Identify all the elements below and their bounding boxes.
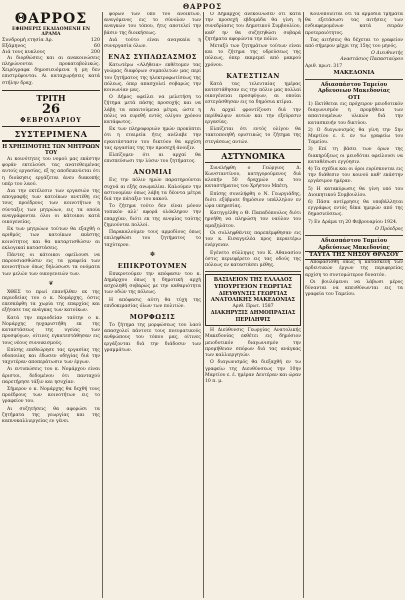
- masthead-notes: Αι διορθώσεις και αι ανακοινώσεις πληρώνονται προκαταβολικώς. Χειρόγραφα δημοσιευόμενα ή μη δεν επιστρέφονται. Αι καταχωρήσεις κατά στήλην δραχ.: [2, 55, 100, 86]
- notice-title: ΤΑΥΤΑ ΤΗΣ ΝΗΣΟΥ ΘΡΑΣΟΥ: [305, 251, 403, 260]
- divider: [305, 79, 403, 80]
- notice-item: 3) Επί τη βάσει των όρων της διακηρύξεως οι μειοδόται οφείλουσι να καταθέσωσι εγγύησιν.: [308, 147, 403, 165]
- article-headline: ΚΑΤΕΣΤΙΣΑΝ: [226, 71, 280, 80]
- notice-item: 1) Εκτίθεται εις πρόχειρον μειοδοτικόν διαγωνισμόν η προμήθεια των απαιτουμένων υλικών διά την κατασκευήν του δικτύου.: [308, 102, 403, 126]
- notice-subtitle: Αδιασπάστου Ταμείου Αρδεύσεως Μακεδονίας: [318, 238, 390, 251]
- article-paragraph: Ο Δήμος οφείλει να μελετήση το ζήτημα μετά πάσης προσοχής και να λάβη τα απαιτούμενα μέτρα, ώστε η πόλις να ευρεθή εντός ολίγου χρόνου κατάφωτος.: [104, 95, 201, 126]
- reference-number: Αριθ. πρωτ. 317: [305, 63, 343, 69]
- foreign-label: Διά τους κυκλους: [2, 49, 46, 55]
- article-paragraph: Εκ των πληροφοριών ημών προκύπτει ότι η εταιρεία ήτις ανέλαβε την εγκατάστασιν του δικτύου θα αρχίση τας εργασίας της την προσεχή άνοιξιν.: [104, 127, 201, 151]
- article-paragraph: Κατηγγέλθη ο Θ. Παπαδόπουλος διότι ηρνήθη να πληρώση τον ναύλον του αμαξηλάτου.: [205, 211, 301, 229]
- article-headline: Η ΧΡΗΣΙΜΟΤΗΣ ΤΩΝ ΜΗΤΡΩΩΝ ΤΟΥ: [2, 143, 100, 157]
- column-2: [104, 12, 201, 598]
- article-headline: ΑΝΟΜΙΑΙ: [133, 168, 172, 177]
- notice-heading: ΟΤΙ: [348, 95, 360, 102]
- issue-box: [2, 91, 100, 127]
- notice-item: 4) Τα σχέδια και οι όροι ευρίσκονται εις την διάθεσιν του κοινού καθ' εκάστην εργάσιμον ημέραν.: [308, 167, 403, 185]
- article-paragraph: Κατωτέρω «Αλήθεια» εκθέτομεν τας γνώμας διαφόρων συμπολιτών μας περί του ζητήματος της ηλεκτροφωτίσεως της πόλεως, όπερ απασχολεί σοβαρώς την κοινωνίαν μας.: [104, 63, 201, 94]
- column-1: [2, 12, 100, 598]
- column-rule: [203, 12, 204, 598]
- article-paragraph: Αποφασίσθη όπως η κατασκευή των αρδευτικών έργων της περιφερείας αρχίση το συντομώτερον δυνατόν.: [305, 260, 403, 278]
- article-paragraph: Επίσης συνελήφθη ο Ν. Γεωργιάδης, διότι εξύβρισε δημόσιον υπάλληλον εν ώρα υπηρεσίας.: [205, 191, 301, 210]
- article-paragraph: Αι αρχαί φροντίζουσι διά την περίθαλψιν αυτών και την εξεύρεσιν εργασίας.: [205, 107, 301, 126]
- article-headline: ΕΝΑΣ ΣΥΠΛΩΣΑΣΜΟΣ: [108, 53, 197, 62]
- article-paragraph: Πάντες οι κάτοικοι οφείλουσι να παρουσιασθώσιν εις τα γραφεία των κοινοτήτων όπως δηλώσωσι τα ονόματα των μελών των οικογενειών των.: [2, 253, 100, 277]
- issue-day: ΤΡΙΤΗ: [36, 92, 66, 103]
- column-rule: [303, 12, 304, 598]
- article-paragraph: Το ζήτημα τούτο δεν είναι μόνον τοπικόν αλλ' αφορά ολόκληρον την επαρχίαν, διότι εκ της ανομίας ταύτης ζημιούνται πολλοί.: [104, 204, 201, 228]
- article-headline: ΜΟΡΦΩΣΙΣ: [129, 312, 176, 321]
- article-paragraph: Σήμερον ο κ. Νομάρχης θα δεχθή τους προέδρους των κοινοτήτων εις το γραφείον του.: [2, 386, 100, 405]
- article-headline: ΕΠΙΚΡΟΤΟΥΜΕΝ: [117, 261, 188, 270]
- article-paragraph: Οι συλληφθέντες παρεπέμφθησαν εις τον κ. Εισαγγελέα προς περαιτέρω ενέργειαν.: [205, 230, 301, 249]
- issue-day-number: 26: [41, 101, 61, 117]
- article-paragraph: Μεταξύ των ζητημάτων τούτων είναι και το ζήτημα της υδρεύσεως της πόλεως, όπερ εκκρεμεί από μακρού χρόνου.: [205, 44, 301, 68]
- notice-title: ΔΙΑΚΗΡΥΞΙΣ ΔΗΜΟΠΡΑΣΙΑΣ ΠΕΡΙΛΗΨΙΣ: [210, 310, 296, 323]
- divider: [305, 235, 403, 236]
- notice-item: 6) Πάσα αντίρρησις θα υποβάλληται εγγράφως εντός δέκα ημερών από της δημοσιεύσεως.: [308, 200, 403, 218]
- notice-item: 7) Εν Δράμα τη 20 Φεβρουαρίου 1924.: [308, 219, 398, 225]
- signature-name: Αναστάσιος Παπασταύρου: [340, 57, 403, 63]
- article-paragraph: Το ζήτημα της μορφώσεως του λαού απασχολεί πάντοτε τους πνευματικούς ανθρώπους του τόπου μας, οίτινες εργάζονται διά την διάδοσιν των γραμμάτων.: [104, 322, 201, 353]
- signature-title: Ο Πρόεδρος: [375, 226, 403, 232]
- section-title: ΣΥΣΤΕΡΙΜΕΝΑ: [14, 128, 88, 139]
- article-paragraph: Ο διαγωνισμός θα διεξαχθή εν τω γραφείω της Διευθύνσεως την 10ην Μαρτίου ε. έ. ημέραν Δευτέραν και ώραν 10 π. μ.: [205, 360, 301, 384]
- article-paragraph: Διά τούτο είναι αναγκαία η συνεργασία όλων.: [104, 37, 201, 50]
- official-notice: [205, 274, 301, 326]
- notice-number: Αριθ. Πρωτ. 1587: [232, 303, 274, 309]
- notice-item: 5) Η κατακύρωσις θα γίνη υπό του Διοικητικού Συμβουλίου.: [308, 186, 403, 198]
- article-paragraph: Παρακαλούμεν τους αρμοδίους όπως επιληφθώσι του ζητήματος το ταχύτερον.: [104, 230, 201, 248]
- section-title: ΑΣΤΥΝΟΜΙΚΑ: [205, 149, 301, 163]
- article-paragraph: Αι συζητήσεις θα αφορώσι τα ζητήματα της γεωργίας και της καπνοκαλλιεργείας εν γένει.: [2, 406, 100, 424]
- notice-office: ΔΙΕΥΘΥΝΣΙΣ ΓΕΩΡΓΙΑΣ ΑΝΑΤΟΛΙΚΗΣ ΜΑΚΕΔΟΝΙΑΣ: [210, 290, 296, 304]
- notice-title: ΜΑΚΕΔΟΝΙΑ: [333, 69, 375, 76]
- half-label: Εξάμηνος: [2, 43, 26, 49]
- article-paragraph: Αι κοινότητες του νομού μας εκάστην φοράν εκτελούσι τας ανατεθειμένας αυτοίς εργασίας, εξ ης αποδεικνύεται ότι η διοίκησις εργάζεται άνευ διακοπής υπέρ του λαού.: [2, 157, 100, 187]
- notice-item: 2) Ο διαγωνισμός θα γίνη την 5ην Μαρτίου ε. έ. εν τω γραφείω του Ταμείου.: [308, 127, 403, 146]
- divider: [205, 271, 301, 272]
- article-paragraph: Εγένετο σύλληψις του Κ. Αθανασίου όστις περιεφέρετο εις τας οδούς της πόλεως εν καταστάσει μέθης.: [205, 250, 301, 268]
- column-3: [205, 12, 301, 598]
- column-4: [305, 12, 403, 598]
- article-paragraph: Οι βουλόμενοι να λάβωσι μέρος δύνανται να απευθύνωνται εις τα γραφεία του Ταμείου.: [305, 279, 403, 298]
- ornament-divider: ❦: [48, 279, 54, 287]
- article-paragraph: Η Διεύθυνσις Γεωργίας Ανατολικής Μακεδονίας εκθέτει εις δημόσιον μειοδοτικόν διαγωνισμόν την προμήθειαν σπόρων διά τας ανάγκας των καλλιεργητών.: [205, 328, 301, 359]
- foreign-price: 200: [90, 49, 100, 55]
- subscription-label: Συνδρομή ετησία Δρ.: [2, 37, 54, 43]
- article-paragraph: φορών των υπό του ανοικτών, αναγόμενος εις το σύνολον των αναγκών του τόπου, ήτις αποτελεί την βάσιν της διοικήσεως.: [104, 12, 201, 36]
- running-head: ΘΑΡΡΟΣ: [182, 2, 223, 11]
- article-paragraph: Συνελήφθη ο Γεώργιος Δ. Κωνσταντίνου, κατηγορούμενος διά κλοπήν 50 δραχμών εκ του καταστήματος του Χρήστου Μπέτη.: [205, 165, 301, 190]
- article-paragraph: Ο Δήμαρχος ανεκοίνωσεν ότι κατά την προσεχή εβδομάδα θα γίνη η συνεδρίασις του Δημοτικού Συμβουλίου, καθ' ην θα συζητηθώσι σοβαρά ζητήματα αφορώντα την πόλιν.: [205, 12, 301, 42]
- article-paragraph: Κοινοποιείται ότι τα αρμόδια τμήματα θα εξετάσωσι τας αιτήσεις των ενδιαφερομένων κατά σειράν προτεραιότητος.: [305, 12, 403, 36]
- article-paragraph: Κατά τας τελευταίας ημέρας κατεστάθησαν εις την πόλιν μας πολλαί οικογένειαι προσφύγων, αι οποίαι εστεγάσθησαν εις τα δημόσια κτίρια.: [205, 81, 301, 106]
- article-paragraph: ΧΘΕΣ το πρωί επανήλθεν εκ της περιοδείας του ο κ. Νομάρχης, όστις επεσκέφθη τα χωρία της επαρχίας και εξήτασε τας ανάγκας των κατοίκων.: [2, 289, 100, 314]
- article-paragraph: Τας αιτήσεις θα δέχεται το γραφείον από σήμερον μέχρι της 15ης του μηνός.: [305, 37, 403, 50]
- article-paragraph: Ελπίζεται ότι εντός ολίγου θα τακτοποιηθή οριστικώς το ζήτημα της στεγάσεως αυτών.: [205, 127, 301, 145]
- notice-ministry: ΥΠΟΥΡΓΕΙΟΝ ΓΕΩΡΓΙΑΣ: [214, 283, 292, 290]
- article-paragraph: Επικροτούμεν την απόφασιν του κ. Δημάρχου όπως η δημοτική αρχή ασχοληθή σοβαρώς με την καθαριότητα των οδών της πόλεως.: [104, 271, 201, 296]
- signature-title: Ο Διευθυντής: [371, 51, 403, 57]
- article-paragraph: Αι εντυπώσεις του κ. Νομάρχου είναι άριστοι, δεδομένου ότι πανταχού παρετήρησε τάξιν και ησυχίαν.: [2, 367, 100, 385]
- article-paragraph: Εις την πόλιν ημών παρατηρούνται συχνά αι εξής ανωμαλίαι. Καλούμεν την αστυνομίαν όπως λάβη τα δέοντα μέτρα διά την πάταξιν του κακού.: [104, 178, 201, 203]
- masthead: [2, 12, 100, 91]
- article-paragraph: Η απόφασις αύτη θα τύχη της επιδοκιμασίας όλων των πολιτών.: [104, 297, 201, 309]
- subscription-price: 120: [90, 37, 100, 43]
- article-paragraph: Δια την εκτέλεσιν των εργασιών της απογραφής των κατοίκων ανετέθη εις τους προέδρους των κοινοτήτων η σύνταξις των μητρώων, εις τα οποία αναγράφονται όλοι οι κάτοικοι κατά οικογενείας.: [2, 189, 100, 226]
- article-paragraph: Εκ των μητρώων τούτων θα εξαχθή ο αριθμός των κατοίκων εκάστης κοινότητος και θα καταρτισθώσιν αι εκλογικαί καταστάσεις.: [2, 227, 100, 251]
- ornament-divider: ✽: [149, 250, 156, 258]
- notice-kingdom: ΒΑΣΙΛΕΙΟΝ ΤΗΣ ΕΛΛΑΔΟΣ: [213, 277, 293, 284]
- article-paragraph: Κατά την περιοδείαν ταύτην ο κ. Νομάρχης ηυχαριστήθη εκ της καταστάσεως της υγείας των προσφύγων, οίτινες εγκατεστάθησαν εις τους νέους συνοικισμούς.: [2, 315, 100, 346]
- notice-subtitle: Αδιασπάστου Ταμείου Αρδευσεων Μακεδονίας: [318, 81, 390, 95]
- masthead-subtitle: ΕΦΗΜΕΡΙΣ ΕΚΔΙΔΟΜΕΝΗ ΕΝ ΔΡΑΜΑ: [11, 27, 91, 38]
- masthead-title: ΘΑΡΡΟΣ: [14, 12, 88, 27]
- issue-month: ΦΕΒΡΟΥΑΡΙΟΥ: [20, 116, 82, 124]
- article-paragraph: Ελπίζομεν ότι αι αρχαί θα επισπεύσωσι την λύσιν του ζητήματος.: [104, 153, 201, 165]
- article-paragraph: Επίσης επεθεώρησε τας εργασίας της οδοποιίας και έδωσεν οδηγίας διά την ταχυτέραν αποπεράτωσιν των έργων.: [2, 347, 100, 366]
- divider: [2, 140, 100, 142]
- column-rule: [102, 12, 103, 598]
- issue-date: [2, 103, 100, 117]
- half-price: 60: [93, 43, 100, 49]
